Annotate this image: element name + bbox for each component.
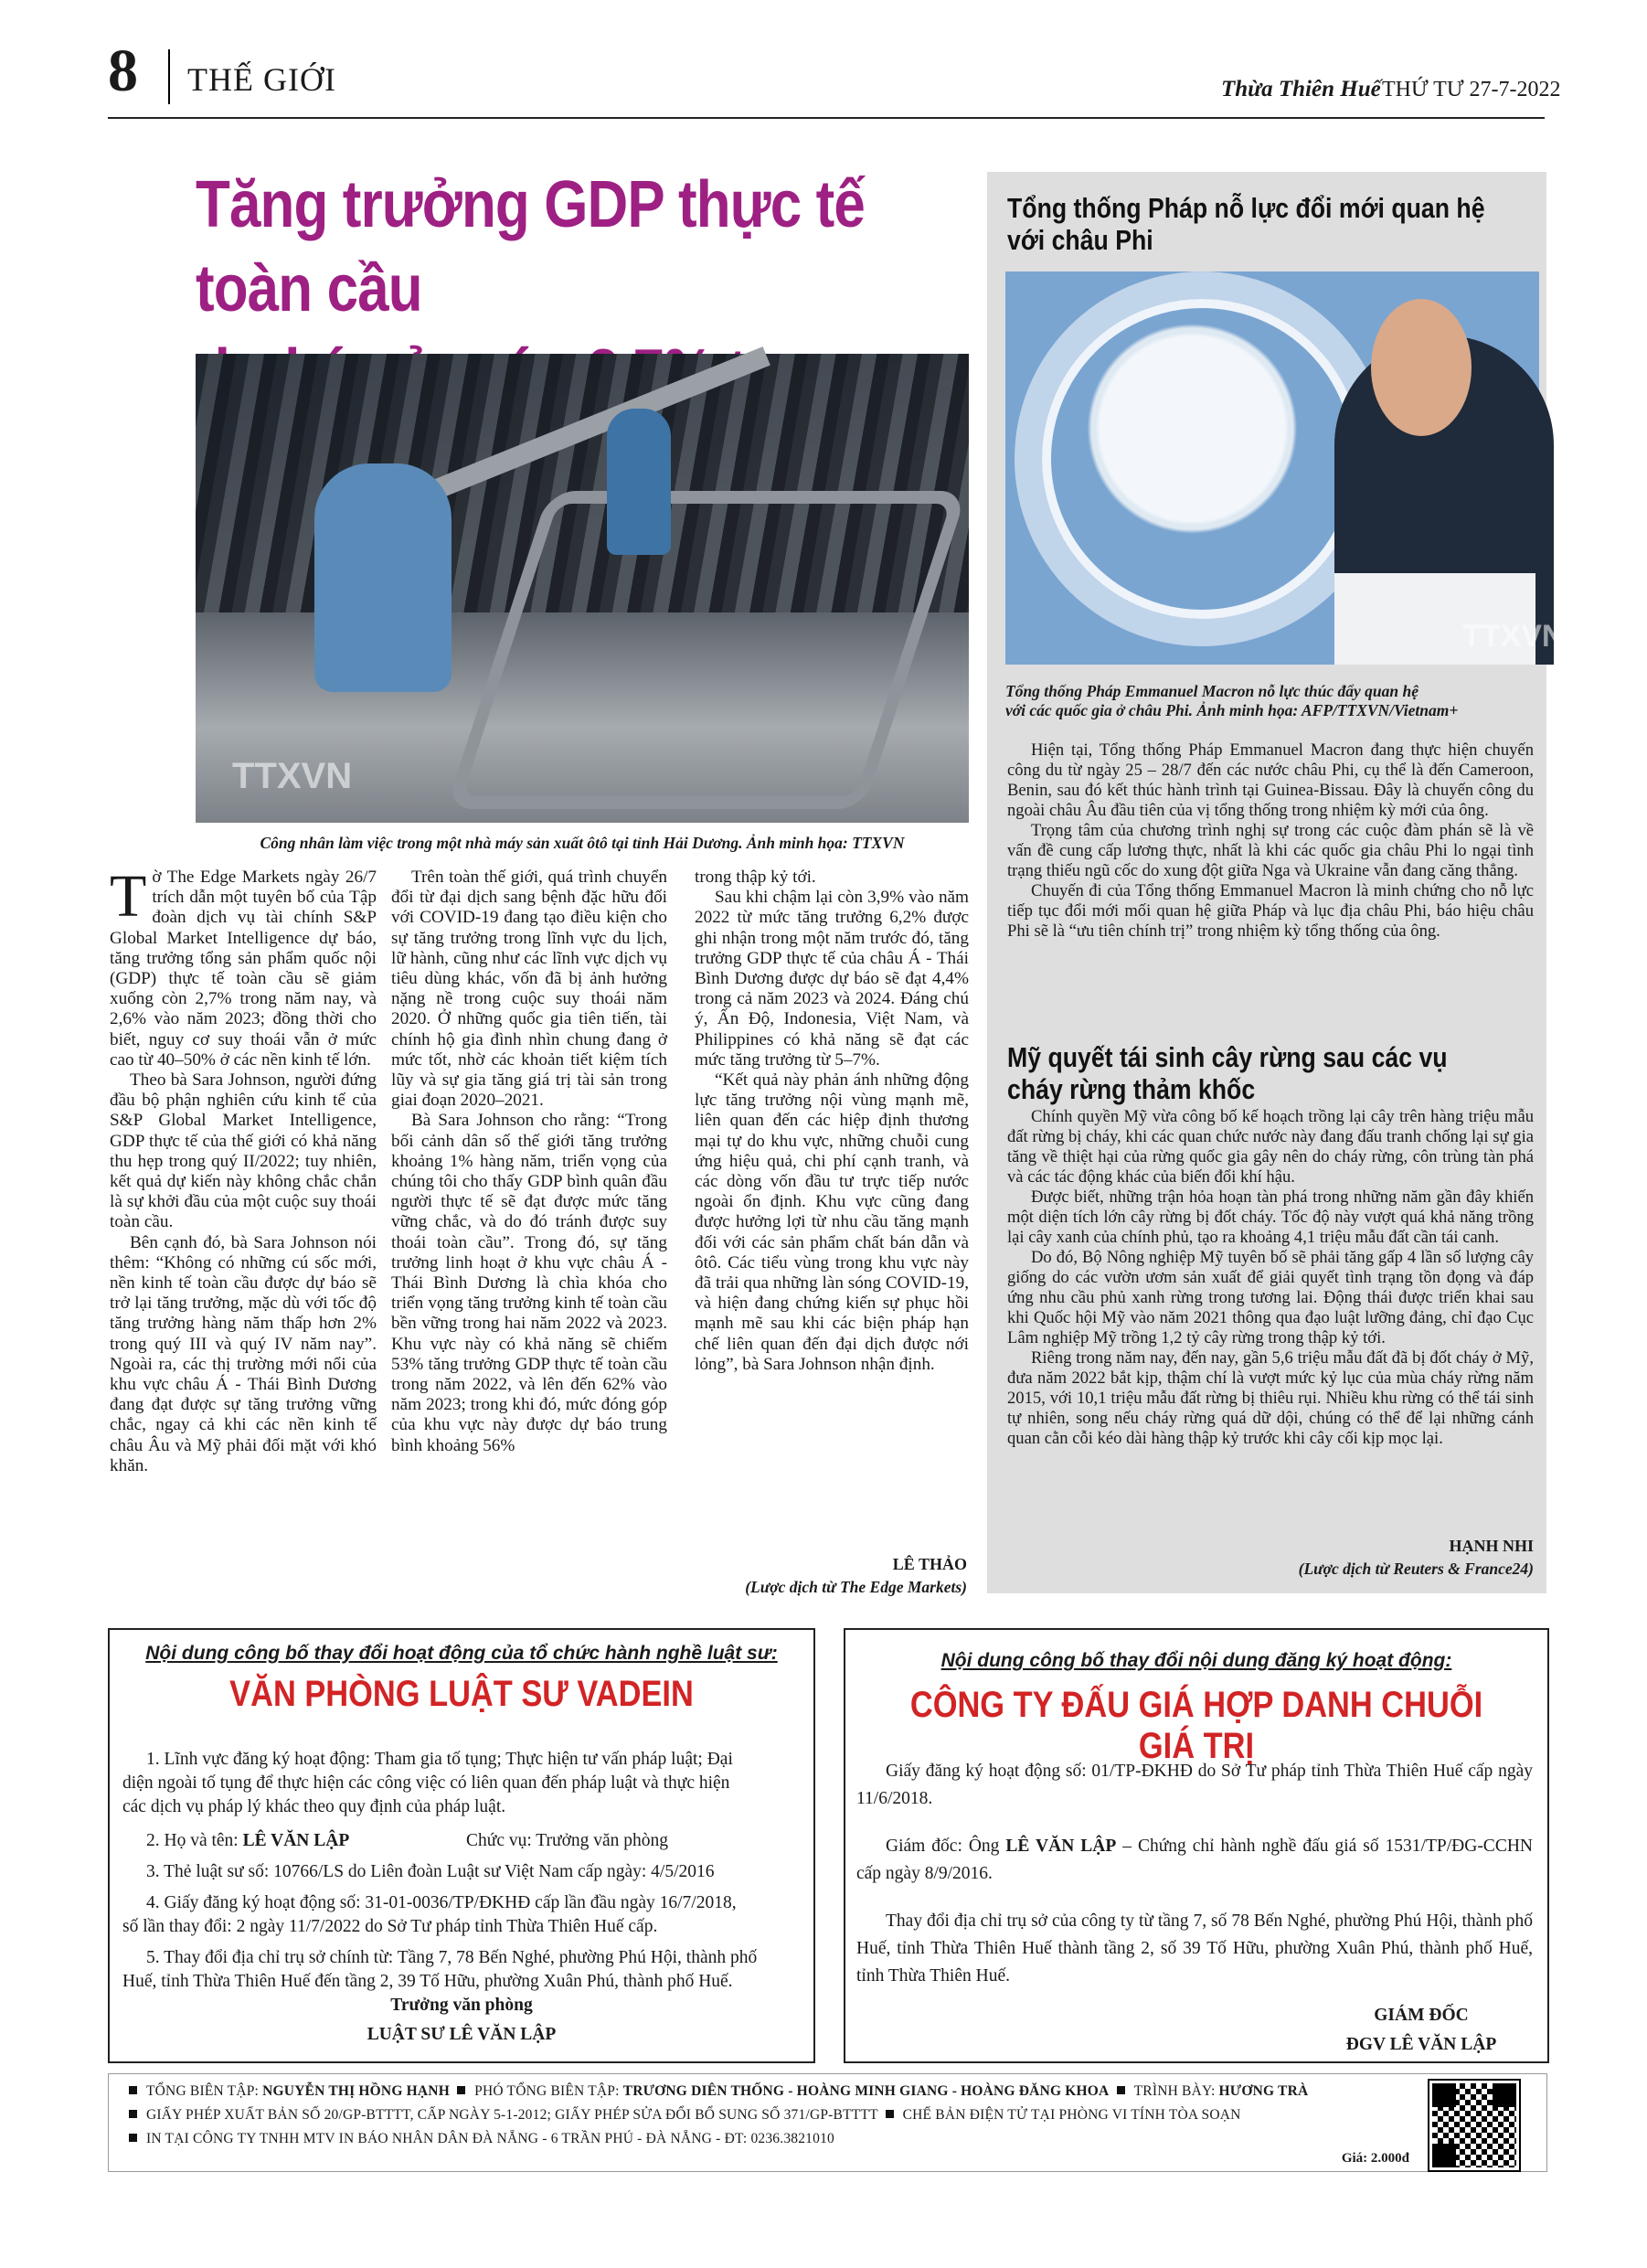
page-number: 8 — [108, 37, 138, 104]
footer-line-1 — [129, 2083, 1308, 2100]
notice-title: CÔNG TY ĐẤU GIÁ HỢP DANH CHUỖI GIÁ TRỊ — [909, 1685, 1483, 1766]
price-label: Giá: 2.000đ — [1341, 2151, 1409, 2166]
header-rule — [108, 117, 1545, 119]
paragraph: Bên cạnh đó, bà Sara Johnson nói thêm: “Không có những cú sốc mới, nền kinh tế toàn cầu được dự báo sẽ trở lại tăng trưởng, mặc dù với tốc độ tăng trưởng hàng năm thấp hơn 2% trong quý III và quý IV năm nay”. Ngoài ra, các thị trường mới nổi của khu vực châu Á - Thái Bình Dương đang đạt được sự tăng trưởng vững chắc, ngay cả khi các nền kinh tế châu Âu và Mỹ phải đối mặt với khó khăn. — [110, 1232, 377, 1475]
article-column-3 — [695, 868, 969, 1375]
main-photo-caption: Công nhân làm việc trong một nhà máy sản xuất ôtô tại tỉnh Hải Dương. Ảnh minh họa: TTXVN — [260, 834, 905, 852]
notice-heading: Nội dung công bố thay đổi nội dung đăng ký hoạt động: — [940, 1650, 1452, 1671]
article-author: LÊ THẢO — [892, 1555, 967, 1573]
factory-photo — [196, 354, 969, 823]
deputy-editors: TRƯƠNG DIÊN THỐNG - HOÀNG MINH GIANG - HOÀNG ĐĂNG KHOA — [622, 2083, 1110, 2099]
auction-company-notice — [844, 1628, 1549, 2063]
notice-line: Huế, tỉnh Thừa Thiên Huế đến tầng 2, 39 Tố Hữu, phường Xuân Phú, thành phố Huế. — [122, 1972, 733, 1991]
notice-title: VĂN PHÒNG LUẬT SƯ VADEIN — [229, 1674, 694, 1714]
side-article-2-body — [1007, 1107, 1534, 1449]
label: PHÓ TỔNG BIÊN TẬP: — [474, 2083, 623, 2099]
issue-date: THỨ TƯ 27-7-2022 — [1382, 78, 1561, 101]
paragraph: Bà Sara Johnson cho rằng: “Trong bối cảnh dân số thế giới tăng trưởng khoảng 1% hàng năm, triển vọng của chúng tôi cho thấy GDP bình quân đầu người thực tế sẽ đạt được mức tăng vững chắc, và do đó tránh được suy thoái toàn cầu”. Trong đó, sự tăng trưởng linh hoạt ở khu vực châu Á - Thái Bình Dương là chìa khóa cho triển vọng tăng trưởng kinh tế toàn cầu bền vững trong hai năm 2022 và 2023. Khu vực này có khả năng sẽ chiếm 53% tăng trưởng GDP thực tế toàn cầu trong năm 2022, và lên đến 62% vào năm 2023; trong khi đó, mức đóng góp của khu vực này được dự báo trung bình khoảng 56% — [391, 1111, 667, 1455]
title-line: với châu Phi — [1007, 224, 1153, 256]
notice-paragraph: Giấy đăng ký hoạt động số: 01/TP-ĐKHĐ do Sở Tư pháp tỉnh Thừa Thiên Huế cấp ngày 11/6/2018. — [856, 1762, 1533, 1808]
drop-cap: T — [110, 863, 147, 930]
label: 2. Họ và tên: — [146, 1831, 243, 1850]
title-line: cháy rừng thảm khốc — [1007, 1073, 1256, 1105]
notice-line: 4. Giấy đăng ký hoạt động số: 31-01-0036/TP/ĐKHĐ cấp lần đầu ngày 16/7/2018, — [146, 1893, 737, 1912]
newspaper-name: Thừa Thiên Huế — [1221, 77, 1381, 101]
printing-text: IN TẠI CÔNG TY TNHH MTV IN BÁO NHÂN DÂN ĐÀ NẴNG - 6 TRẦN PHÚ - ĐÀ NẴNG - ĐT: 0236.3821010 — [146, 2131, 834, 2146]
text: – Chứng chỉ hành nghề đấu giá số 1531/TP/ĐG-CCHN cấp ngày 8/9/2016. — [856, 1837, 1533, 1883]
paragraph: Riêng trong năm nay, đến nay, gần 5,6 triệu mẫu đất đã bị đốt cháy ở Mỹ, đưa năm 2022 bắt kịp, thậm chí là vượt mức kỷ lục của mùa cháy rừng năm 2015, với 10,1 triệu mẫu đất rừng bị thiêu rụi. Nhiều khu rừng có thể tái sinh tự nhiên, song nếu cháy rừng quá dữ dội, chúng có thể để lại những cánh quan cằn cỗi kéo dài hàng thập kỷ trước khi cây cối kịp mọc lại. — [1007, 1348, 1534, 1448]
notice-line: số lần thay đổi: 2 ngày 11/7/2022 do Sở Tư pháp tỉnh Thừa Thiên Huế cấp. — [122, 1917, 658, 1936]
side-article-2-title — [1007, 1041, 1494, 1105]
notice-line: các dịch vụ pháp lý khác theo quy định của pháp luật. — [122, 1797, 506, 1816]
masthead-footer — [108, 2073, 1547, 2172]
article-column-1 — [110, 863, 377, 1476]
caption-line: Tổng thống Pháp Emmanuel Macron nỗ lực thúc đẩy quan hệ — [1005, 682, 1419, 700]
side-article-author: HẠNH NHI — [1449, 1537, 1534, 1555]
footer-line-2 — [129, 2107, 1241, 2124]
paragraph: Trên toàn thế giới, quá trình chuyển đổi từ đại dịch sang bệnh đặc hữu đối với COVID-19 đang tạo điều kiện cho sự tăng trưởng trong lĩnh vực du lịch, lữ hành, cũng như các lĩnh vực dịch vụ tiêu dùng khác, vốn đã bị ảnh hưởng nặng nề trong cuộc suy thoái năm 2020. Ở những quốc gia tiên tiến, tài chính hộ gia đình nhìn chung đang ở mức tốt, nhờ các khoản tiết kiệm tích lũy và sự gia tăng giá trị tài sản trong giai đoạn 2020–2021. — [391, 868, 667, 1111]
photo-watermark: TTXVN — [232, 756, 353, 796]
license-text: GIẤY PHÉP XUẤT BẢN SỐ 20/GP-BTTTT, CẤP NGÀY 5-1-2012; GIẤY PHÉP SỬA ĐỔI BỔ SUNG SỐ 371/GP-BTTTT — [146, 2107, 878, 2123]
paragraph: Trọng tâm của chương trình nghị sự trong các cuộc đàm phán sẽ là về vấn đề cung cấp lương thực, nhất là khi các quốc gia châu Phi lo ngại tình trạng thiếu ngũ cốc do xung đột giữa Nga và Ukraine vẫn đang căng thẳng. — [1007, 821, 1534, 880]
paragraph: “Kết quả này phản ánh những động lực tăng trưởng nội vùng mạnh mẽ, liên quan đến các hiệp định thương mại tự do khu vực, những chuỗi cung ứng hiệu quả, chi phí cạnh tranh, và các dòng vốn đầu tư trực tiếp nước ngoài ổn định. Khu vực cũng đang được hưởng lợi từ nhu cầu tăng mạnh đối với các sản phẩm chất bán dẫn và ôtô. Các tiểu vùng trong khu vực này đã trải qua những làn sóng COVID-19, và hiện đang chứng kiến sự phục hồi mạnh mẽ sau khi các biện pháp hạn chế liên quan đến đại dịch được nới lỏng”, bà Sara Johnson nhận định. — [695, 1070, 969, 1374]
side-photo-caption — [1005, 682, 1539, 720]
person-name: LÊ VĂN LẬP — [242, 1831, 350, 1850]
person-name: LÊ VĂN LẬP — [1005, 1837, 1117, 1856]
main-headline-line-1: Tăng trưởng GDP thực tế toàn cầu — [196, 168, 866, 325]
notice-sign-role: Trưởng văn phòng — [390, 1996, 533, 2015]
label: TRÌNH BÀY: — [1133, 2083, 1219, 2099]
paragraph: Được biết, những trận hỏa hoạn tàn phá trong những năm gần đây khiến một diện tích lớn cây rừng bị đốt cháy. Tốc độ này vượt quá khả năng trồng lại cây xanh của chính phủ, tạo ra khoảng 4,1 triệu mẫu đất cần tái canh. — [1007, 1187, 1534, 1247]
caption-line: với các quốc gia ở châu Phi. Ảnh minh họa: AFP/TTXVN/Vietnam+ — [1005, 701, 1459, 719]
law-office-notice — [108, 1628, 815, 2063]
paragraph: trong thập kỷ tới. — [695, 868, 816, 887]
notice-line: 5. Thay đổi địa chỉ trụ sở chính từ: Tầng 7, 78 Bến Nghé, phường Phú Hội, thành phố — [146, 1948, 758, 1967]
notice-paragraph: Thay đổi địa chỉ trụ sở của công ty từ tầng 7, số 78 Bến Nghé, phường Phú Hội, thành phố Huế, tỉnh Thừa Thiên Huế thành tầng 2, số 39 Tố Hữu, phường Xuân Phú, thành phố Huế, tỉnh Thừa Thiên Huế. — [856, 1911, 1533, 1986]
notice-line: Chức vụ: Trưởng văn phòng — [466, 1831, 669, 1850]
notice-line: 1. Lĩnh vực đăng ký hoạt động: Tham gia tố tụng; Thực hiện tư vấn pháp luật; Đại — [146, 1750, 733, 1769]
notice-heading: Nội dung công bố thay đổi hoạt động của tổ chức hành nghề luật sư: — [145, 1643, 778, 1664]
paragraph: Do đó, Bộ Nông nghiệp Mỹ tuyên bố sẽ phải tăng gấp 4 lần số lượng cây giống do các vườn ươm sản xuất để giải quyết tình trạng tồn đọng và đáp ứng nhu cầu phủ xanh rừng trong tương lai. Động thái được triển khai sau khi Quốc hội Mỹ vào năm 2021 thông qua đạo luật lưỡng đảng, chỉ đạo Cục Lâm nghiệp Mỹ trồng 1,2 tỷ cây rừng trong thập kỷ tới. — [1007, 1248, 1534, 1347]
paragraph: Hiện tại, Tổng thống Pháp Emmanuel Macron đang thực hiện chuyến công du từ ngày 25 – 28/7 đến các nước châu Phi, cụ thể là đến Cameroon, Benin, sau đó kết thúc hành trình tại Guinea-Bissau. Đây là chuyến công du ngoài châu Âu đầu tiên của vị tổng thống trong nhiệm kỳ mới của ông. — [1007, 740, 1534, 820]
section-title: THẾ GIỚI — [187, 61, 336, 98]
notice-sign-name: ĐGV LÊ VĂN LẬP — [1345, 2035, 1497, 2054]
article-column-2 — [391, 868, 667, 1456]
paragraph: ờ The Edge Markets ngày 26/7 trích dẫn một tuyên bố của Tập đoàn dịch vụ tài chính S&P Global Market Intelligence dự báo, tăng trưởng tổng sản phẩm quốc nội (GDP) thực tế toàn cầu sẽ giảm xuống còn 2,7% trong năm nay, và 2,6% vào năm 2023; đồng thời cho biết, nguy cơ suy thoái vẫn ở mức cao từ 40–50% ở các nền kinh tế lớn. — [110, 868, 377, 1070]
paragraph: Chính quyền Mỹ vừa công bố kế hoạch trồng lại cây trên hàng triệu mẫu đất rừng bị cháy, khi các quan chức nước này đang đấu tranh chống lại sự gia tăng về thiệt hại của rừng quốc gia gây nên do cháy rừng, côn trùng tàn phá và các tác động khác của biến đổi khí hậu. — [1007, 1107, 1534, 1187]
editor-in-chief: NGUYỄN THỊ HỒNG HẠNH — [262, 2083, 450, 2099]
label: TỔNG BIÊN TẬP: — [146, 2083, 263, 2099]
notice-sign-role: GIÁM ĐỐC — [1374, 2006, 1469, 2025]
notice-line: 3. Thẻ luật sư số: 10766/LS do Liên đoàn Luật sư Việt Nam cấp ngày: 4/5/2016 — [146, 1862, 715, 1881]
title-line: Tổng thống Pháp nỗ lực đổi mới quan hệ — [1007, 192, 1485, 224]
side-article-1-title — [1007, 192, 1494, 256]
paragraph: Theo bà Sara Johnson, người đứng đầu bộ phận nghiên cứu kinh tế của S&P Global Market Intelligence, GDP thực tế của thế giới có khả năng thu hẹp trong quý II/2022; tuy nhiên, kết quả dự kiến này không chắc chắn là sự khởi đầu của một cuộc suy thoái toàn cầu. — [110, 1070, 377, 1232]
text: Giám đốc: Ông — [886, 1837, 1006, 1856]
paragraph: Chuyến đi của Tổng thống Emmanuel Macron là minh chứng cho nỗ lực tiếp tục đổi mới mối quan hệ giữa Pháp và lục địa châu Phi, báo hiệu châu Phi sẽ là “ưu tiên chính trị” trong nhiệm kỳ tổng thống của ông. — [1007, 881, 1534, 941]
footer-line-3 — [129, 2131, 834, 2147]
qr-code-icon[interactable] — [1429, 2081, 1519, 2170]
side-article-source: (Lược dịch từ Reuters & France24) — [1298, 1560, 1534, 1578]
notice-sign-name: LUẬT SƯ LÊ VĂN LẬP — [367, 2025, 557, 2044]
photo-watermark: TTXVN — [1462, 619, 1565, 654]
typesetting-text: CHẾ BẢN ĐIỆN TỬ TẠI PHÒNG VI TÍNH TÒA SOẠN — [902, 2107, 1241, 2123]
layout-designer: HƯƠNG TRÀ — [1218, 2083, 1309, 2099]
notice-line: diện ngoài tố tụng để thực hiện các công việc có liên quan đến pháp luật và thực hiện — [122, 1773, 730, 1793]
side-article-1-body — [1007, 740, 1534, 942]
article-source: (Lược dịch từ The Edge Markets) — [745, 1578, 967, 1596]
paragraph: Sau khi chậm lại còn 3,9% vào năm 2022 từ mức tăng trưởng 6,2% được ghi nhận trong một năm trước đó, tăng trưởng GDP thực tế của châu Á - Thái Bình Dương được dự báo sẽ đạt 4,4% trong cả năm 2023 và 2024. Đáng chú ý, Ấn Độ, Indonesia, Việt Nam, và Philippines có khả năng sẽ đạt các mức tăng trưởng từ 5–7%. — [695, 888, 969, 1070]
macron-photo — [1005, 272, 1565, 665]
header-separator — [168, 49, 170, 104]
notice-line — [146, 1830, 349, 1851]
notice-paragraph — [856, 1833, 1533, 1888]
title-line: Mỹ quyết tái sinh cây rừng sau các vụ — [1007, 1041, 1448, 1073]
